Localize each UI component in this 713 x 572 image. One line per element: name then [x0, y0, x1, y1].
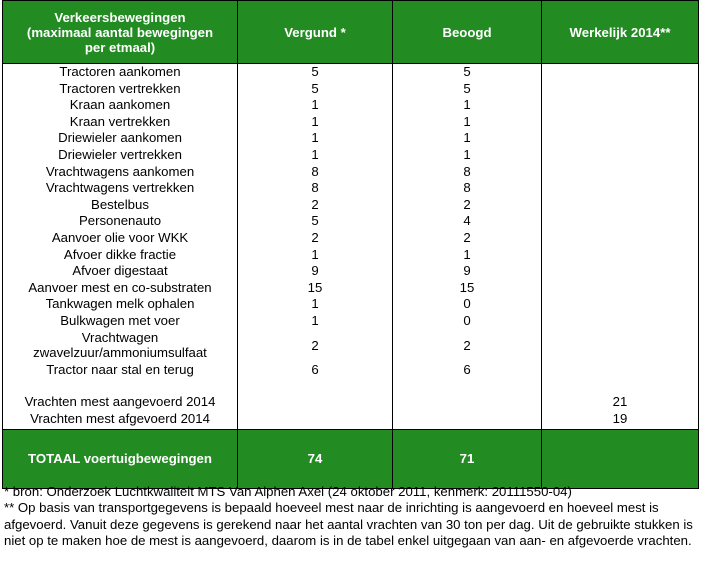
cell-beoogd: 4: [393, 213, 542, 230]
row-label: Tankwagen melk ophalen: [3, 296, 238, 313]
cell-werkelijk: 21: [542, 394, 699, 411]
cell-werkelijk: [542, 362, 699, 379]
cell-vergund: 15: [238, 280, 393, 297]
row-label: Afvoer digestaat: [3, 263, 238, 280]
table-row: [3, 130, 699, 147]
footnote-explanation: ** Op basis van transportgegevens is bepaald hoeveel mest naar de inrichting is aangevoerd en hoeveel mest is afgevoerd. Vanuit deze gegevens is gerekend naar het aantal vrachten van 30 ton per dag. Uit de gebruikte stukken is niet op te maken hoe de mest is aangevoerd, daarom is in de tabel enkel uitgegaan van aan- en afgevoerde vrachten.: [4, 500, 693, 549]
cell-vergund: 2: [238, 197, 393, 214]
cell-vergund: 6: [238, 362, 393, 379]
row-label: Driewieler vertrekken: [3, 147, 238, 164]
cell-vergund: 1: [238, 247, 393, 264]
cell-werkelijk: [542, 247, 699, 264]
cell-werkelijk: [542, 230, 699, 247]
table-row: [3, 81, 699, 98]
cell-beoogd: 8: [393, 180, 542, 197]
cell-beoogd: 1: [393, 130, 542, 147]
cell-werkelijk: [542, 81, 699, 98]
cell-werkelijk: [542, 330, 699, 362]
spacer-cell: [393, 378, 542, 394]
table-body: [3, 64, 699, 489]
total-row: [3, 429, 699, 488]
cell-werkelijk: 19: [542, 411, 699, 430]
row-label: Vrachtwagens aankomen: [3, 164, 238, 181]
table-row: [3, 180, 699, 197]
cell-beoogd: 1: [393, 247, 542, 264]
cell-vergund: 8: [238, 164, 393, 181]
header-vergund: Vergund *: [238, 1, 393, 64]
cell-beoogd: 1: [393, 147, 542, 164]
cell-beoogd: [393, 411, 542, 430]
row-label: Vrachten mest afgevoerd 2014: [3, 411, 238, 430]
table-row: [3, 296, 699, 313]
table-row: [3, 147, 699, 164]
total-vergund: 74: [238, 429, 393, 488]
cell-vergund: 1: [238, 130, 393, 147]
row-label: Tractoren vertrekken: [3, 81, 238, 98]
row-label: Bestelbus: [3, 197, 238, 214]
cell-beoogd: 6: [393, 362, 542, 379]
row-label: Tractor naar stal en terug: [3, 362, 238, 379]
header-row: [3, 1, 699, 64]
cell-vergund: 1: [238, 313, 393, 330]
row-label: Aanvoer mest en co-substraten: [3, 280, 238, 297]
table-row: [3, 362, 699, 379]
table-row: [3, 394, 699, 411]
cell-vergund: 2: [238, 230, 393, 247]
cell-werkelijk: [542, 164, 699, 181]
cell-werkelijk: [542, 180, 699, 197]
cell-beoogd: 1: [393, 114, 542, 131]
header-line: (maximaal aantal bewegingen: [26, 24, 214, 40]
cell-werkelijk: [542, 147, 699, 164]
row-label: Tractoren aankomen: [3, 64, 238, 81]
cell-beoogd: 5: [393, 64, 542, 81]
total-werkelijk: [542, 429, 699, 488]
cell-beoogd: 0: [393, 313, 542, 330]
table-row: [3, 330, 699, 362]
cell-beoogd: 0: [393, 296, 542, 313]
table-row: [3, 197, 699, 214]
row-label: Vrachtwagen zwavelzuur/ammoniumsulfaat: [3, 330, 238, 362]
row-label: Vrachten mest aangevoerd 2014: [3, 394, 238, 411]
cell-vergund: 5: [238, 64, 393, 81]
cell-vergund: 9: [238, 263, 393, 280]
cell-werkelijk: [542, 97, 699, 114]
cell-vergund: [238, 394, 393, 411]
cell-werkelijk: [542, 64, 699, 81]
table-row: [3, 411, 699, 430]
cell-vergund: 1: [238, 97, 393, 114]
header-line: per etmaal): [84, 39, 156, 55]
table-row: [3, 280, 699, 297]
table-row: [3, 64, 699, 81]
spacer-cell: [3, 378, 238, 394]
cell-beoogd: 5: [393, 81, 542, 98]
row-label: Driewieler aankomen: [3, 130, 238, 147]
row-label: Bulkwagen met voer: [3, 313, 238, 330]
row-label: Personenauto: [3, 213, 238, 230]
row-label: Kraan vertrekken: [3, 114, 238, 131]
cell-werkelijk: [542, 280, 699, 297]
table-row: [3, 230, 699, 247]
total-label: TOTAAL voertuigbewegingen: [3, 429, 238, 488]
spacer-cell: [238, 378, 393, 394]
table-row: [3, 213, 699, 230]
traffic-movements-table: [2, 0, 699, 489]
cell-beoogd: 2: [393, 230, 542, 247]
table-row: [3, 114, 699, 131]
table-row: [3, 247, 699, 264]
header-line: Verkeersbewegingen: [54, 9, 186, 25]
cell-werkelijk: [542, 130, 699, 147]
table-header: [3, 1, 699, 64]
footnotes: [4, 484, 708, 550]
cell-werkelijk: [542, 263, 699, 280]
cell-vergund: 1: [238, 147, 393, 164]
total-beoogd: 71: [393, 429, 542, 488]
row-label: Vrachtwagens vertrekken: [3, 180, 238, 197]
cell-vergund: 1: [238, 114, 393, 131]
row-label: Aanvoer olie voor WKK: [3, 230, 238, 247]
header-beoogd: Beoogd: [393, 1, 542, 64]
row-label: Afvoer dikke fractie: [3, 247, 238, 264]
table-row: [3, 164, 699, 181]
table-row: [3, 97, 699, 114]
header-verkeersbewegingen: [3, 1, 238, 64]
cell-beoogd: 15: [393, 280, 542, 297]
row-label: Kraan aankomen: [3, 97, 238, 114]
header-werkelijk: Werkelijk 2014**: [542, 1, 699, 64]
cell-vergund: 1: [238, 296, 393, 313]
cell-vergund: 2: [238, 330, 393, 362]
cell-beoogd: 9: [393, 263, 542, 280]
cell-vergund: [238, 411, 393, 430]
cell-werkelijk: [542, 313, 699, 330]
cell-beoogd: 8: [393, 164, 542, 181]
table-row: [3, 263, 699, 280]
cell-werkelijk: [542, 296, 699, 313]
footnote-source: * bron: Onderzoek Luchtkwaliteit MTS Van Alphen Axel (24 oktober 2011, kenmerk: 20111550-04): [4, 484, 572, 499]
cell-vergund: 5: [238, 213, 393, 230]
cell-vergund: 5: [238, 81, 393, 98]
table-row: [3, 313, 699, 330]
spacer-cell: [542, 378, 699, 394]
cell-beoogd: 1: [393, 97, 542, 114]
cell-beoogd: 2: [393, 197, 542, 214]
spacer-row: [3, 378, 699, 394]
cell-werkelijk: [542, 213, 699, 230]
cell-beoogd: 2: [393, 330, 542, 362]
cell-beoogd: [393, 394, 542, 411]
cell-werkelijk: [542, 114, 699, 131]
cell-werkelijk: [542, 197, 699, 214]
cell-vergund: 8: [238, 180, 393, 197]
